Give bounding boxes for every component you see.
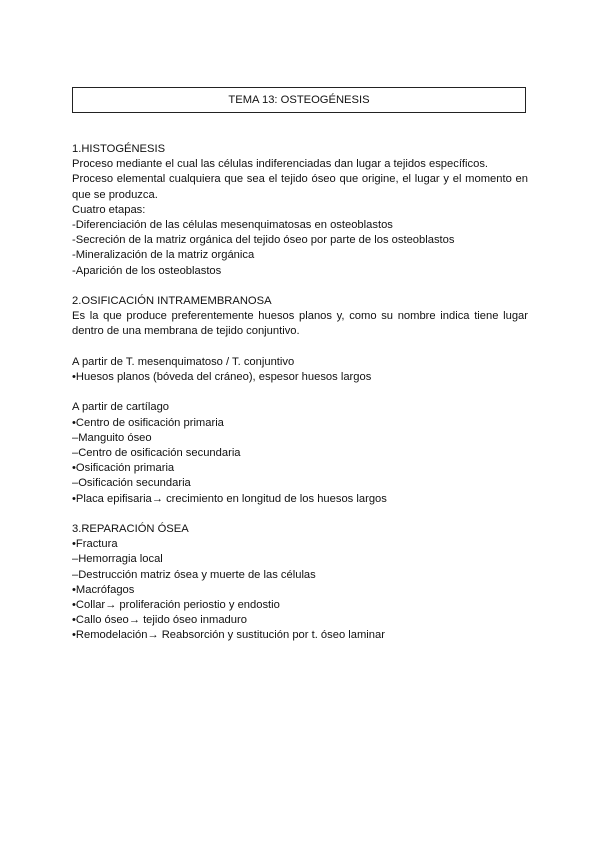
paragraph: Proceso mediante el cual las células indiferenciadas dan lugar a tejidos específicos. xyxy=(72,158,489,171)
section-histogenesis xyxy=(72,142,528,279)
spacer xyxy=(72,279,528,294)
document-body xyxy=(72,142,528,644)
group-label: A partir de cartílago xyxy=(72,401,170,414)
stages-label: Cuatro etapas: xyxy=(72,203,146,216)
list-item: –Manguito óseo xyxy=(72,431,152,444)
list-item: -Aparición de los osteoblastos xyxy=(72,264,222,277)
list-item: •Placa epifisaria→ crecimiento en longitud de los huesos largos xyxy=(72,492,387,505)
group-label: A partir de T. mesenquimatoso / T. conjuntivo xyxy=(72,355,295,368)
list-item: •Remodelación→ Reabsorción y sustitución por t. óseo laminar xyxy=(72,629,385,642)
list-item: •Fractura xyxy=(72,538,118,551)
spacer xyxy=(72,385,528,400)
section-heading: 2.OSIFICACIÓN INTRAMEMBRANOSA xyxy=(72,295,272,308)
list-item: –Osificación secundaria xyxy=(72,477,191,490)
list-item: •Osificación primaria xyxy=(72,462,175,475)
list-item: •Centro de osificación primaria xyxy=(72,416,224,429)
list-item: -Mineralización de la matriz orgánica xyxy=(72,249,255,262)
section-heading: 1.HISTOGÉNESIS xyxy=(72,143,166,155)
paragraph: Es la que produce preferentemente huesos planos y, como su nombre indica tiene lugar dentro de una membrana de tejido conjuntivo. xyxy=(72,310,528,338)
section-osificacion xyxy=(72,294,528,507)
list-item: –Destrucción matriz ósea y muerte de las células xyxy=(72,568,316,581)
list-item: –Hemorragia local xyxy=(72,553,163,566)
spacer xyxy=(72,507,528,522)
list-item: •Collar→ proliferación periostio y endostio xyxy=(72,599,280,612)
list-item: -Diferenciación de las células mesenquimatosas en osteoblastos xyxy=(72,219,393,232)
section-reparacion xyxy=(72,522,528,644)
section-heading: 3.REPARACIÓN ÓSEA xyxy=(72,523,189,536)
list-item: •Huesos planos (bóveda del cráneo), espesor huesos largos xyxy=(72,371,372,384)
document-title-box xyxy=(72,87,526,113)
paragraph: Proceso elemental cualquiera que sea el tejido óseo que origine, el lugar y el momento en que se produzca. xyxy=(72,173,528,201)
spacer xyxy=(72,340,528,355)
list-item: -Secreción de la matriz orgánica del tejido óseo por parte de los osteoblastos xyxy=(72,234,455,247)
list-item: –Centro de osificación secundaria xyxy=(72,447,241,460)
list-item: •Callo óseo→ tejido óseo inmaduro xyxy=(72,614,247,627)
document-title: TEMA 13: OSTEOGÉNESIS xyxy=(228,94,370,106)
list-item: •Macrófagos xyxy=(72,583,135,596)
